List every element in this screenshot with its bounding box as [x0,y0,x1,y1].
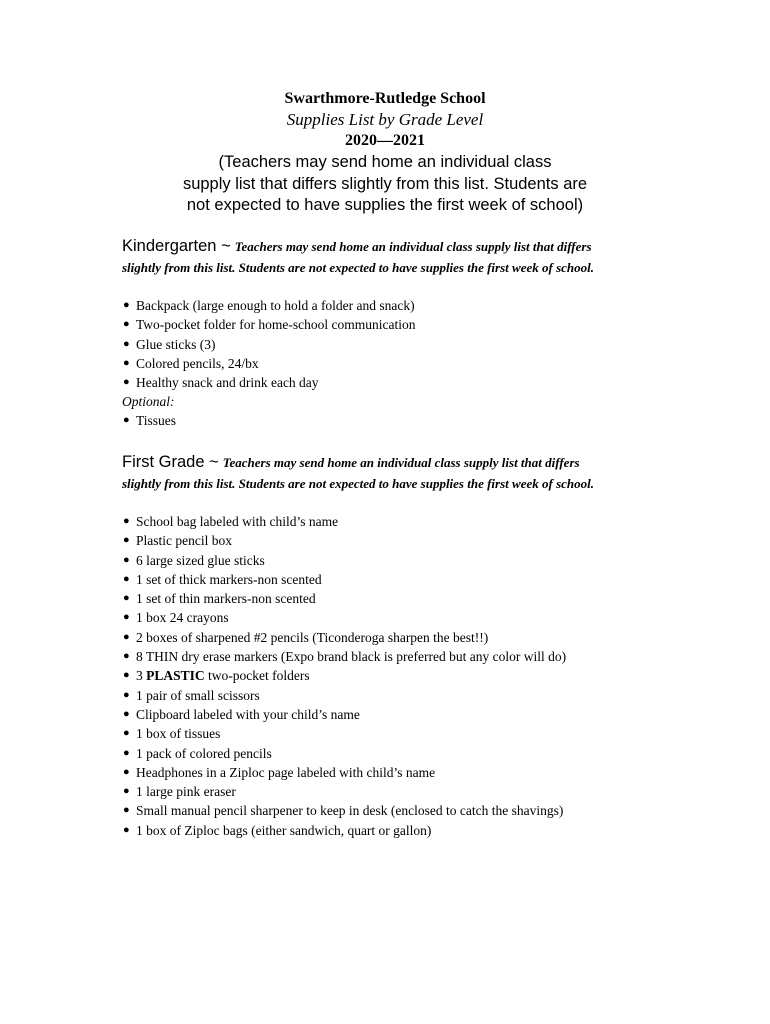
header-note-line: (Teachers may send home an individual class [218,153,552,171]
header-note-line: not expected to have supplies the first week of school) [186,196,584,214]
bullet-icon: ● [123,515,130,527]
bullet-icon: ● [123,746,130,759]
first-grade-label: First Grade ~ [122,453,219,471]
bullet-icon: ● [123,650,130,663]
list-item: ● School bag labeled with child’s name [122,512,742,531]
list-item: ● 3 PLASTIC two-pocket folders [122,666,742,685]
bullet-icon: ● [123,553,130,566]
optional-label: Optional: [122,394,175,409]
bullet-icon: ● [123,356,130,369]
bullet-icon: ● [123,707,130,720]
bullet-icon: ● [123,534,130,547]
bullet-icon: ● [123,337,130,350]
first-grade-heading [122,451,682,494]
list-item: ● Backpack (large enough to hold a folder and snack) [122,296,742,315]
school-name: Swarthmore-Rutledge School [284,90,486,107]
list-item: ● Two-pocket folder for home-school communication [122,315,742,334]
bullet-icon: ● [123,299,130,311]
bullet-icon: ● [123,414,130,426]
bullet-icon: ● [123,765,130,778]
bullet-icon: ● [123,688,130,701]
list-item: ● Clipboard labeled with your child’s name [122,705,742,724]
bullet-icon: ● [123,727,130,740]
bullet-icon: ● [123,611,130,624]
bullet-icon: ● [123,376,130,389]
kindergarten-note: Teachers may send home an individual class supply list that differs [234,239,592,254]
document-header [0,88,770,217]
bullet-icon: ● [123,669,130,682]
kindergarten-supply-list [122,296,742,392]
bullet-icon: ● [123,630,130,643]
first-grade-note-cont: slightly from this list. Students are not expected to have supplies the first week of school. [122,476,594,491]
list-item: ● 1 set of thin markers-non scented [122,589,742,608]
header-note [165,152,605,217]
bullet-icon: ● [123,785,130,798]
kindergarten-grade-label: Kindergarten ~ [122,237,231,255]
bullet-icon: ● [123,318,130,331]
list-item: ● 1 pair of small scissors [122,686,742,705]
list-item: ● Tissues [122,411,742,430]
bullet-icon: ● [123,592,130,605]
first-grade-note: Teachers may send home an individual class supply list that differs [222,455,580,470]
bullet-icon: ● [123,823,130,836]
list-item: ● Colored pencils, 24/bx [122,354,742,373]
list-item: ● 6 large sized glue sticks [122,551,742,570]
list-item: ● 1 pack of colored pencils [122,744,742,763]
list-item: ● Small manual pencil sharpener to keep in desk (enclosed to catch the shavings) [122,801,742,820]
list-item: ● Headphones in a Ziploc page labeled with child’s name [122,763,742,782]
school-year: 2020—2021 [345,132,425,149]
kindergarten-heading [122,235,682,278]
list-item: ● 1 box 24 crayons [122,608,742,627]
list-item: ● 8 THIN dry erase markers (Expo brand black is preferred but any color will do) [122,647,742,666]
list-item: ● 1 set of thick markers-non scented [122,570,742,589]
list-item: ● 1 large pink eraser [122,782,742,801]
kindergarten-note-cont: slightly from this list. Students are not expected to have supplies the first week of school. [122,260,594,275]
list-item: ● 2 boxes of sharpened #2 pencils (Ticonderoga sharpen the best!!) [122,628,742,647]
list-item: ● Healthy snack and drink each day [122,373,742,392]
document-subtitle: Supplies List by Grade Level [286,110,484,129]
kindergarten-optional-list [122,411,742,430]
list-item: ● 1 box of Ziploc bags (either sandwich, quart or gallon) [122,821,742,840]
header-note-line: supply list that differs slightly from this list. Students are [182,174,588,193]
list-item: ● 1 box of tissues [122,724,742,743]
bullet-icon: ● [123,804,130,817]
list-item: ● Glue sticks (3) [122,335,742,354]
first-grade-supply-list [122,512,742,840]
list-item: ● Plastic pencil box [122,531,742,550]
bullet-icon: ● [123,572,130,585]
